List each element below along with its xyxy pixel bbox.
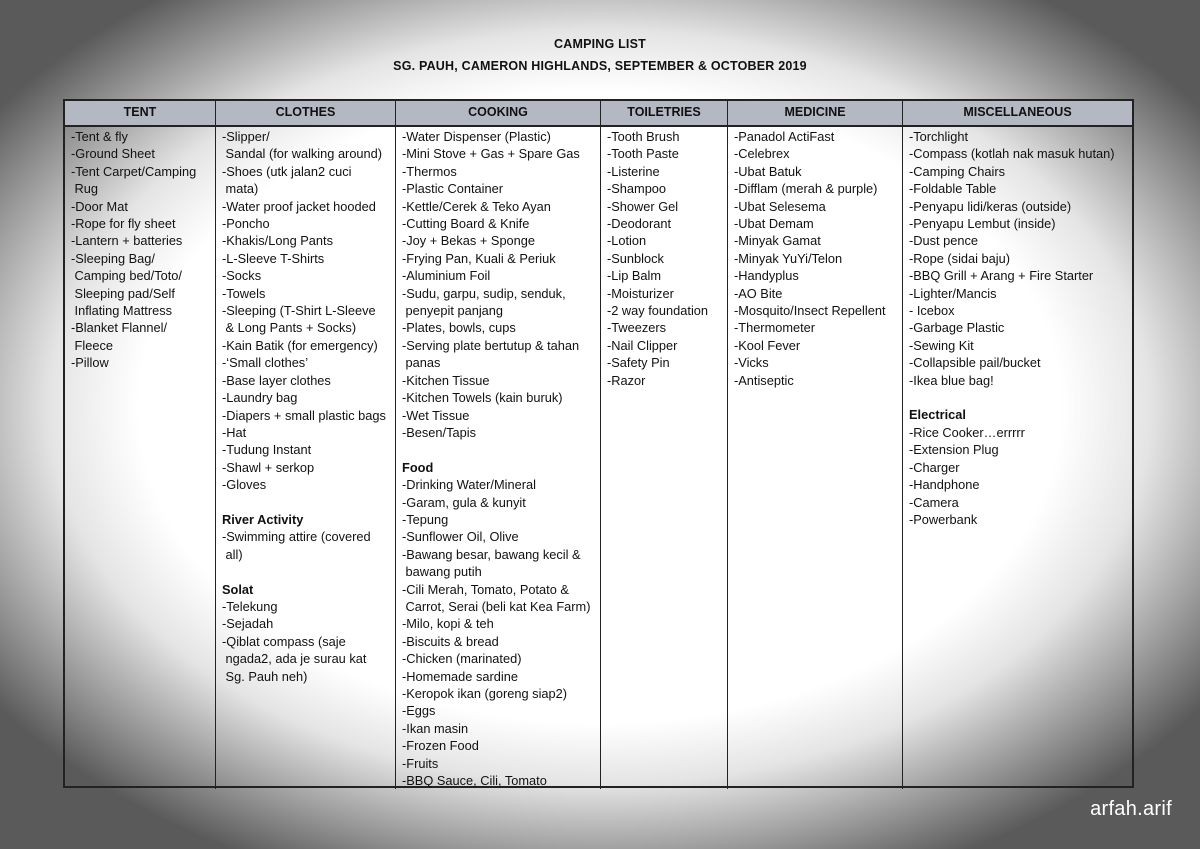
cooking-column — [396, 127, 601, 789]
solat-heading: Solat — [222, 581, 254, 597]
list-item: -Kitchen Tissue — [402, 372, 490, 388]
list-item: -Ubat Batuk — [734, 163, 802, 179]
list-item: -Foldable Table — [909, 181, 997, 197]
list-item: -Laundry bag — [222, 390, 298, 406]
list-item: -Diapers + small plastic bags — [222, 407, 386, 423]
list-item: -Ubat Demam — [734, 216, 814, 232]
list-item: -Rice Cooker…errrrr — [909, 424, 1025, 440]
header-cooking: COOKING — [396, 101, 601, 125]
list-item: -Ground Sheet — [71, 146, 155, 162]
list-item: -AO Bite — [734, 285, 783, 301]
table-header-row — [65, 101, 1132, 127]
list-item: -Mosquito/Insect Repellent — [734, 303, 886, 319]
list-item: -Sleeping (T-Shirt L-Sleeve — [222, 303, 376, 319]
list-item: -Handyplus — [734, 268, 799, 284]
list-item: -Handphone — [909, 477, 980, 493]
list-item: -Tent Carpet/Camping — [71, 163, 197, 179]
list-item: -Shampoo — [607, 181, 667, 197]
list-item: -Dust pence — [909, 233, 978, 249]
list-item: -Sleeping Bag/ — [71, 250, 155, 266]
list-item: -Cutting Board & Knife — [402, 216, 530, 232]
misc-column — [903, 127, 1132, 789]
list-item: -Collapsible pail/bucket — [909, 355, 1041, 371]
header-medicine: MEDICINE — [728, 101, 903, 125]
list-item: -Slipper/ — [222, 129, 270, 144]
camping-list-table — [63, 99, 1134, 788]
list-item: -Socks — [222, 268, 262, 284]
list-item: -Biscuits & bread — [402, 633, 499, 649]
list-item: -Kettle/Cerek & Teko Ayan — [402, 198, 551, 214]
list-item: -Milo, kopi & teh — [402, 616, 494, 632]
list-item: -Tweezers — [607, 320, 667, 336]
list-item: -Towels — [222, 285, 266, 301]
list-item: -Plastic Container — [402, 181, 503, 197]
list-item: -Lotion — [607, 233, 647, 249]
page-subtitle: SG. PAUH, CAMERON HIGHLANDS, SEPTEMBER & OCTOBER 2019 — [393, 59, 807, 73]
list-item: -Thermos — [402, 163, 457, 179]
list-item: Inflating Mattress — [71, 303, 172, 319]
list-item: -Garbage Plastic — [909, 320, 1005, 336]
list-item: Camping bed/Toto/ — [71, 268, 182, 284]
list-item: -Torchlight — [909, 129, 969, 144]
list-item: -Safety Pin — [607, 355, 670, 371]
list-item: Sg. Pauh neh) — [222, 668, 308, 684]
list-item: -Lip Balm — [607, 268, 662, 284]
list-item: -Frozen Food — [402, 738, 479, 754]
list-item: -Sunblock — [607, 250, 664, 266]
list-item: -Deodorant — [607, 216, 672, 232]
watermark: arfah.arif — [1090, 798, 1172, 820]
list-item: -Sewing Kit — [909, 337, 974, 353]
list-item: -Swimming attire (covered — [222, 529, 371, 545]
list-item: -Minyak Gamat — [734, 233, 821, 249]
list-item: -Lantern + batteries — [71, 233, 183, 249]
list-item: -Pillow — [71, 355, 109, 371]
electrical-heading: Electrical — [909, 407, 966, 423]
list-item: -Rope for fly sheet — [71, 216, 176, 232]
medicine-column — [728, 127, 903, 789]
list-item: -2 way foundation — [607, 303, 709, 319]
list-item: -Water Dispenser (Plastic) — [402, 129, 551, 144]
list-item: -Khakis/Long Pants — [222, 233, 333, 249]
list-item: -Powerbank — [909, 511, 978, 527]
list-item: -Plates, bowls, cups — [402, 320, 516, 336]
list-item: -Tudung Instant — [222, 442, 312, 458]
list-item: -Sunflower Oil, Olive — [402, 529, 519, 545]
list-item: -Sudu, garpu, sudip, senduk, — [402, 285, 566, 301]
river-activity-heading: River Activity — [222, 511, 304, 527]
list-item: -‘Small clothes’ — [222, 355, 309, 371]
clothes-column — [216, 127, 396, 789]
list-item: -Besen/Tapis — [402, 424, 476, 440]
list-item: -Serving plate bertutup & tahan — [402, 337, 580, 353]
list-item: -Homemade sardine — [402, 668, 518, 684]
header-tent: TENT — [65, 101, 216, 125]
list-item: ngada2, ada je surau kat — [222, 651, 367, 667]
list-item: -Aluminium Foil — [402, 268, 491, 284]
list-item: mata) — [222, 181, 259, 197]
list-item: -Camping Chairs — [909, 163, 1006, 179]
list-item: -Garam, gula & kunyit — [402, 494, 526, 510]
header-toiletries: TOILETRIES — [601, 101, 728, 125]
page-title: CAMPING LIST — [554, 37, 646, 51]
list-item: -Antiseptic — [734, 372, 794, 388]
list-item: -Hat — [222, 424, 247, 440]
list-item: penyepit panjang — [402, 303, 504, 319]
list-item: -Panadol ActiFast — [734, 129, 835, 144]
list-item: Rug — [71, 181, 99, 197]
list-item: -Extension Plug — [909, 442, 999, 458]
list-item: -Penyapu Lembut (inside) — [909, 216, 1056, 232]
list-item: -Vicks — [734, 355, 769, 371]
list-item: Fleece — [71, 337, 113, 353]
list-item: -Moisturizer — [607, 285, 674, 301]
list-item: -Poncho — [222, 216, 270, 232]
list-item: -Tent & fly — [71, 129, 128, 144]
list-item: -Tooth Paste — [607, 146, 679, 162]
list-item: -Nail Clipper — [607, 337, 678, 353]
list-item: -Blanket Flannel/ — [71, 320, 168, 336]
list-item: Sandal (for walking around) — [222, 146, 383, 162]
list-item: -Kool Fever — [734, 337, 801, 353]
list-item: -BBQ Grill + Arang + Fire Starter — [909, 268, 1094, 284]
list-item: -Door Mat — [71, 198, 128, 214]
list-item: -Celebrex — [734, 146, 790, 162]
food-heading: Food — [402, 459, 434, 475]
list-item: -Water proof jacket hooded — [222, 198, 376, 214]
list-item: -BBQ Sauce, Cili, Tomato — [402, 773, 547, 789]
list-item: -Eggs — [402, 703, 436, 719]
list-item: -Joy + Bekas + Sponge — [402, 233, 536, 249]
list-item: -Shawl + serkop — [222, 459, 315, 475]
list-item: -Wet Tissue — [402, 407, 470, 423]
list-item: -Cili Merah, Tomato, Potato & — [402, 581, 569, 597]
list-item: -Charger — [909, 459, 960, 475]
tent-column — [65, 127, 216, 789]
list-item: -Drinking Water/Mineral — [402, 477, 536, 493]
header-misc: MISCELLANEOUS — [963, 105, 1072, 119]
list-item: -Shoes (utk jalan2 cuci — [222, 163, 352, 179]
list-item: -Kitchen Towels (kain buruk) — [402, 390, 563, 406]
list-item: -Bawang besar, bawang kecil & — [402, 546, 581, 562]
list-item: -Camera — [909, 494, 959, 510]
list-item: all) — [222, 546, 243, 562]
list-item: -Compass (kotlah nak masuk hutan) — [909, 146, 1115, 162]
list-item: -Mini Stove + Gas + Spare Gas — [402, 146, 580, 162]
list-item: -Listerine — [607, 163, 660, 179]
list-item: -Fruits — [402, 755, 439, 771]
list-item: -Chicken (marinated) — [402, 651, 522, 667]
list-item: -Rope (sidai baju) — [909, 250, 1011, 266]
list-item: -Minyak YuYi/Telon — [734, 250, 843, 266]
list-item: Carrot, Serai (beli kat Kea Farm) — [402, 598, 591, 614]
list-item: Sleeping pad/Self — [71, 285, 175, 301]
list-item: -Ikan masin — [402, 720, 469, 736]
list-item: -Tooth Brush — [607, 129, 680, 144]
list-item: -Telekung — [222, 598, 278, 614]
list-item: -Thermometer — [734, 320, 816, 336]
list-item: -Gloves — [222, 477, 267, 493]
list-item: & Long Pants + Socks) — [222, 320, 357, 336]
list-item: -Frying Pan, Kuali & Periuk — [402, 250, 556, 266]
list-item: bawang putih — [402, 564, 482, 580]
table-body-row — [65, 127, 1132, 789]
list-item: -Sejadah — [222, 616, 274, 632]
toiletries-column — [601, 127, 728, 789]
list-item: -Ubat Selesema — [734, 198, 826, 214]
list-item: -Ikea blue bag! — [909, 372, 994, 388]
header-clothes: CLOTHES — [216, 101, 396, 125]
list-item: -Kain Batik (for emergency) — [222, 337, 378, 353]
list-item: -Qiblat compass (saje — [222, 633, 346, 649]
list-item: -Base layer clothes — [222, 372, 331, 388]
list-item: -L-Sleeve T-Shirts — [222, 250, 325, 266]
list-item: - Icebox — [909, 303, 955, 319]
list-item: -Penyapu lidi/keras (outside) — [909, 198, 1072, 214]
list-item: -Keropok ikan (goreng siap2) — [402, 685, 568, 701]
list-item: -Lighter/Mancis — [909, 285, 997, 301]
list-item: -Shower Gel — [607, 198, 679, 214]
list-item: -Difflam (merah & purple) — [734, 181, 878, 197]
list-item: -Tepung — [402, 511, 449, 527]
list-item: panas — [402, 355, 441, 371]
list-item: -Razor — [607, 372, 646, 388]
